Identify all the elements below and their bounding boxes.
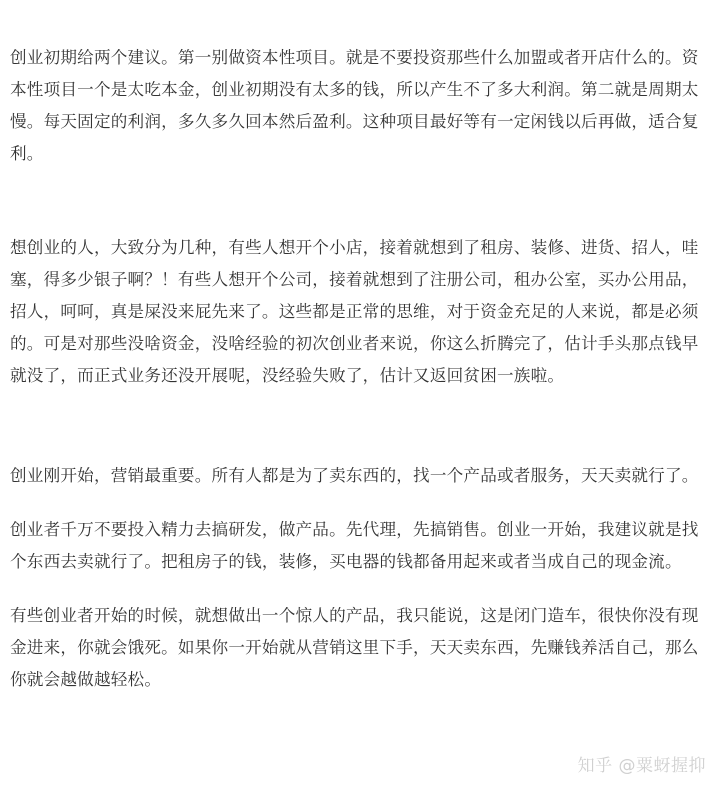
- article-body: [10, 42, 710, 696]
- paragraph-spacer: [10, 170, 710, 232]
- paragraph-capital-projects: 创业初期给两个建议。第一别做资本性项目。就是不要投资那些什么加盟或者开店什么的。资本性项目一个是太吃本金，创业初期没有太多的钱，所以产生不了多大利润。第二就是周期太慢。每天固定的利润，多久多久回本然后盈利。这种项目最好等有一定闲钱以后再做，适合复利。: [10, 48, 699, 163]
- paragraph-spacer: [10, 492, 710, 514]
- paragraph-sell-first: 创业者千万不要投入精力去搞研发，做产品。先代理，先搞销售。创业一开始，我建议就是找个东西去卖就行了。把租房子的钱，装修，买电器的钱都备用起来或者当成自己的现金流。: [10, 520, 699, 571]
- zhihu-watermark: 知乎 @粟蚜握抑: [577, 756, 706, 776]
- paragraph-startup-types: 想创业的人，大致分为几种，有些人想开个小店，接着就想到了租房、装修、进货、招人，哇塞，得多少银子啊？！有些人想开个公司，接着就想到了注册公司，租办公室，买办公用品，招人，呵呵，真是屎没来屁先来了。这些都是正常的思维，对于资金充足的人来说，都是必须的。可是对那些没啥资金，没啥经验的初次创业者来说，你这么折腾完了，估计手头那点钱早就没了，而正式业务还没开展呢，没经验失败了，估计又返回贫困一族啦。: [10, 238, 699, 385]
- paragraph-spacer: [10, 578, 710, 600]
- paragraph-spacer: [10, 392, 710, 460]
- paragraph-marketing-first: 创业刚开始，营销最重要。所有人都是为了卖东西的，找一个产品或者服务，天天卖就行了。: [10, 466, 699, 485]
- paragraph-cash-flow: 有些创业者开始的时候，就想做出一个惊人的产品，我只能说，这是闭门造车，很快你没有现金进来，你就会饿死。如果你一开始就从营销这里下手，天天卖东西，先赚钱养活自己，那么你就会越做越轻松。: [10, 606, 699, 689]
